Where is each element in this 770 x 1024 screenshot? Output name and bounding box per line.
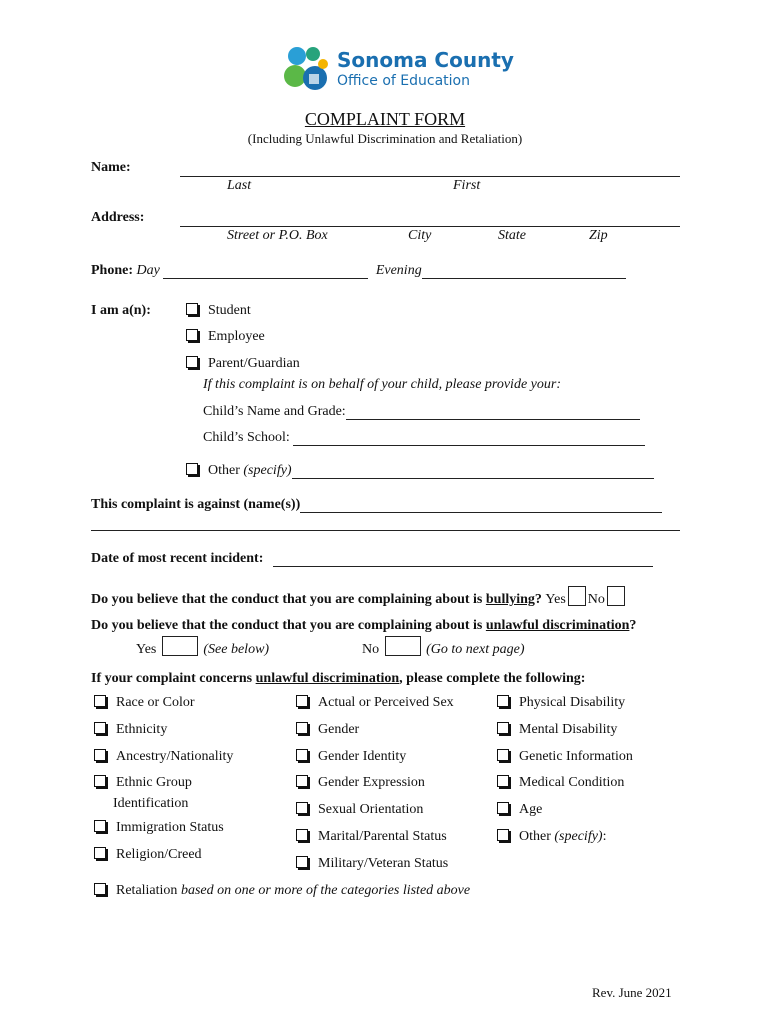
checkbox-icon[interactable] bbox=[497, 749, 509, 761]
role-other[interactable]: Other (specify) bbox=[186, 463, 654, 479]
cat-marital[interactable]: Marital/Parental Status bbox=[296, 829, 447, 845]
cat-age[interactable]: Age bbox=[497, 802, 542, 818]
address-field-line[interactable] bbox=[180, 226, 680, 227]
logo-line1: Sonoma County bbox=[337, 48, 514, 72]
phone-evening-caption: Evening bbox=[375, 263, 422, 278]
child-school-row bbox=[203, 430, 645, 446]
bullying-yes-box[interactable] bbox=[568, 586, 586, 606]
address-label: Address: bbox=[91, 210, 145, 225]
against-field-line2[interactable] bbox=[91, 530, 680, 531]
checkbox-icon[interactable] bbox=[94, 775, 106, 787]
cat-other[interactable]: Other (specify): bbox=[497, 829, 606, 845]
address-state-caption: State bbox=[498, 228, 526, 243]
phone-label: Phone: bbox=[91, 263, 133, 278]
cat-physical-disability[interactable]: Physical Disability bbox=[497, 695, 625, 711]
discrimination-answers bbox=[136, 636, 269, 658]
cat-religion[interactable]: Religion/Creed bbox=[94, 847, 202, 863]
against-field[interactable] bbox=[300, 512, 662, 513]
page-title: COMPLAINT FORM bbox=[304, 109, 466, 129]
role-employee[interactable]: Employee bbox=[186, 329, 265, 345]
name-last-caption: Last bbox=[227, 178, 252, 193]
child-name-field[interactable] bbox=[346, 419, 640, 420]
checkbox-icon[interactable] bbox=[497, 722, 509, 734]
cat-gender-identity[interactable]: Gender Identity bbox=[296, 749, 406, 765]
bullying-no-label: No bbox=[587, 592, 605, 607]
address-street-caption: Street or P.O. Box bbox=[227, 228, 328, 243]
address-zip-caption: Zip bbox=[589, 228, 608, 243]
phone-row bbox=[91, 263, 626, 279]
checkbox-icon[interactable] bbox=[94, 749, 106, 761]
cat-sexual-orientation[interactable]: Sexual Orientation bbox=[296, 802, 423, 818]
checkbox-icon[interactable] bbox=[186, 303, 198, 315]
checkbox-icon[interactable] bbox=[296, 749, 308, 761]
child-name-row bbox=[203, 404, 640, 420]
cat-immigration[interactable]: Immigration Status bbox=[94, 820, 224, 836]
bullying-yes-label: Yes bbox=[545, 592, 566, 607]
cat-military[interactable]: Military/Veteran Status bbox=[296, 856, 448, 872]
name-field-line[interactable] bbox=[180, 176, 680, 177]
checkbox-icon[interactable] bbox=[94, 883, 106, 895]
child-name-label: Child’s Name and Grade: bbox=[203, 404, 346, 419]
categories-intro: If your complaint concerns unlawful discrimination, please complete the following: bbox=[91, 671, 586, 686]
discrimination-answers-no bbox=[362, 636, 524, 658]
cat-mental-disability[interactable]: Mental Disability bbox=[497, 722, 617, 738]
role-other-field[interactable] bbox=[292, 478, 654, 479]
checkbox-icon[interactable] bbox=[296, 829, 308, 841]
cat-gender[interactable]: Gender bbox=[296, 722, 359, 738]
date-row bbox=[91, 551, 653, 567]
discrimination-see-below: (See below) bbox=[203, 642, 270, 657]
discrimination-no-label: No bbox=[362, 642, 380, 657]
against-row bbox=[91, 497, 662, 513]
checkbox-icon[interactable] bbox=[497, 775, 509, 787]
cat-ethnic-group-cont: Identification bbox=[113, 796, 189, 811]
checkbox-icon[interactable] bbox=[497, 802, 509, 814]
checkbox-icon[interactable] bbox=[296, 856, 308, 868]
checkbox-icon[interactable] bbox=[186, 329, 198, 341]
checkbox-icon[interactable] bbox=[94, 722, 106, 734]
phone-evening-field[interactable] bbox=[422, 278, 626, 279]
page-subtitle: (Including Unlawful Discrimination and Retaliation) bbox=[247, 131, 523, 146]
date-label: Date of most recent incident: bbox=[91, 551, 264, 566]
checkbox-icon[interactable] bbox=[94, 820, 106, 832]
name-first-caption: First bbox=[453, 178, 481, 193]
cat-medical[interactable]: Medical Condition bbox=[497, 775, 624, 791]
logo-line2: Office of Education bbox=[337, 73, 470, 89]
bullying-no-box[interactable] bbox=[607, 586, 625, 606]
address-city-caption: City bbox=[408, 228, 432, 243]
phone-day-field[interactable] bbox=[163, 278, 368, 279]
checkbox-icon[interactable] bbox=[296, 802, 308, 814]
role-parent[interactable]: Parent/Guardian bbox=[186, 356, 300, 372]
child-school-field[interactable] bbox=[293, 445, 645, 446]
role-behalf-note: If this complaint is on behalf of your child, please provide your: bbox=[203, 377, 561, 392]
cat-ancestry[interactable]: Ancestry/Nationality bbox=[94, 749, 233, 765]
checkbox-icon[interactable] bbox=[296, 775, 308, 787]
name-label: Name: bbox=[91, 160, 131, 175]
checkbox-icon[interactable] bbox=[296, 722, 308, 734]
bullying-question: Do you believe that the conduct that you are complaining about is bullying? Yes No bbox=[91, 586, 627, 608]
discrimination-yes-box[interactable] bbox=[162, 636, 198, 656]
child-school-label: Child’s School: bbox=[203, 430, 290, 445]
cat-ethnicity[interactable]: Ethnicity bbox=[94, 722, 167, 738]
discrimination-question: Do you believe that the conduct that you are complaining about is unlawful discrimination? bbox=[91, 618, 637, 633]
revision-date: Rev. June 2021 bbox=[592, 985, 672, 1000]
against-label: This complaint is against (name(s)) bbox=[91, 497, 301, 512]
cat-ethnic-group[interactable]: Ethnic Group bbox=[94, 775, 192, 791]
checkbox-icon[interactable] bbox=[94, 695, 106, 707]
discrimination-go-next: (Go to next page) bbox=[426, 642, 525, 657]
checkbox-icon[interactable] bbox=[497, 829, 509, 841]
checkbox-icon[interactable] bbox=[186, 356, 198, 368]
logo-icon bbox=[283, 44, 335, 94]
checkbox-icon[interactable] bbox=[94, 847, 106, 859]
checkbox-icon[interactable] bbox=[186, 463, 198, 475]
discrimination-yes-label: Yes bbox=[136, 642, 157, 657]
phone-day-caption: Day bbox=[136, 263, 160, 278]
role-student[interactable]: Student bbox=[186, 303, 251, 319]
cat-genetic[interactable]: Genetic Information bbox=[497, 749, 633, 765]
checkbox-icon[interactable] bbox=[296, 695, 308, 707]
cat-sex[interactable]: Actual or Perceived Sex bbox=[296, 695, 454, 711]
cat-gender-expression[interactable]: Gender Expression bbox=[296, 775, 425, 791]
date-field[interactable] bbox=[273, 566, 653, 567]
cat-retaliation[interactable]: Retaliation based on one or more of the categories listed above bbox=[94, 883, 470, 899]
cat-race[interactable]: Race or Color bbox=[94, 695, 195, 711]
role-label: I am a(n): bbox=[91, 303, 151, 318]
checkbox-icon[interactable] bbox=[497, 695, 509, 707]
discrimination-no-box[interactable] bbox=[385, 636, 421, 656]
logo bbox=[283, 44, 514, 96]
